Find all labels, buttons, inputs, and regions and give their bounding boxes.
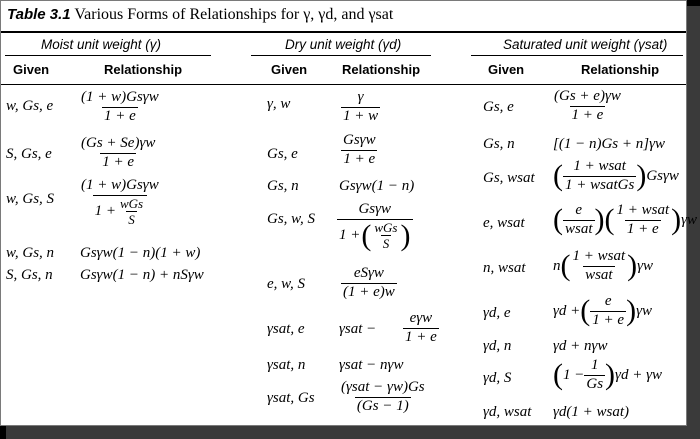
moist-relationship-2: $\frac{(Gs + Se)\gamma w}{1 + e}$ bbox=[81, 135, 156, 170]
sat-relationship-2: [(1 − n)Gs + n]γw bbox=[553, 136, 665, 152]
table-caption bbox=[7, 7, 393, 23]
dry-relationship-4: Gsγw 1 + ( $\frac{\text{wGs}}{S}$ ) bbox=[339, 201, 411, 252]
table-number: Table 3.1 bbox=[7, 6, 71, 23]
section-saturated: Saturated unit weight (γsat) bbox=[503, 37, 668, 52]
sat-given-header: Given bbox=[488, 62, 525, 77]
sat-relationship-8: ( 1 − $\frac{1}{Gs}$ ) γd + γw bbox=[553, 357, 662, 392]
dry-relationship-2: Gsγw 1 + e bbox=[343, 132, 376, 167]
section-dry: Dry unit weight (γd) bbox=[285, 37, 402, 52]
dry-relationship-7: γsat − nγw bbox=[339, 357, 404, 373]
sat-relationship-7: γd + nγw bbox=[553, 338, 608, 354]
dry-relationship-6: eγw 1 + e bbox=[405, 310, 437, 345]
dry-given-2: Gs, e bbox=[267, 146, 298, 162]
dry-given-1: γ, w bbox=[267, 96, 291, 112]
moist-relationship-1: (1 + w)Gsγw 1 + e bbox=[81, 89, 159, 124]
dry-given-7: γsat, n bbox=[267, 357, 306, 373]
moist-relationship-4: Gsγw(1 − n)(1 + w) bbox=[80, 245, 201, 261]
sat-relationship-header: Relationship bbox=[581, 62, 660, 77]
moist-given-1: w, Gs, e bbox=[6, 98, 54, 114]
sat-given-3: Gs, wsat bbox=[483, 170, 535, 186]
sat-relationship-4: ( $\frac{e}{\text{wsat}}$ )( $\frac{\text{1 + wsat}}{1 + e}$ ) γw bbox=[553, 202, 698, 237]
rule-saturated bbox=[471, 55, 683, 56]
rule-moist bbox=[5, 55, 211, 56]
moist-given-header: Given bbox=[13, 62, 50, 77]
sat-relationship-9: γd(1 + wsat) bbox=[553, 404, 630, 420]
dry-given-header: Given bbox=[271, 62, 308, 77]
section-moist: Moist unit weight (γ) bbox=[41, 37, 162, 52]
sat-relationship-6: γd + ( $\frac{e}{1 + e}$ ) γw bbox=[553, 293, 652, 328]
sat-given-2: Gs, n bbox=[483, 136, 515, 152]
dry-given-5: e, w, S bbox=[267, 276, 306, 292]
dry-relationship-8: (γsat − γw)Gs (Gs − 1) bbox=[341, 379, 425, 414]
rule-top bbox=[1, 31, 686, 33]
sat-given-4: e, wsat bbox=[483, 215, 525, 231]
dry-given-4: Gs, w, S bbox=[267, 211, 316, 227]
sat-given-8: γd, S bbox=[483, 370, 512, 386]
sat-relationship-1: $\frac{(Gs + e)\gamma w}{1 + e}$ bbox=[554, 88, 621, 123]
rule-header bbox=[1, 84, 686, 85]
dry-relationship-3: Gsγw(1 − n) bbox=[339, 178, 415, 194]
dry-relationship-6-prefix: γsat − bbox=[339, 321, 377, 337]
sat-given-6: γd, e bbox=[483, 305, 511, 321]
sat-given-9: γd, wsat bbox=[483, 404, 532, 420]
dry-given-6: γsat, e bbox=[267, 321, 305, 337]
moist-relationship-3: (1 + w)Gsγw 1 + $\frac{\text{wGs}}{S}$ bbox=[81, 177, 159, 228]
moist-given-2: S, Gs, e bbox=[6, 146, 52, 162]
moist-relationship-5: Gsγw(1 − n) + nSγw bbox=[80, 267, 204, 283]
sat-given-5: n, wsat bbox=[483, 260, 526, 276]
dry-relationship-1: $\frac{\gamma}{1 + w}$ bbox=[343, 89, 379, 124]
dry-relationship-5: eSγw (1 + e)w bbox=[343, 265, 395, 300]
dry-relationship-header: Relationship bbox=[342, 62, 421, 77]
moist-given-5: S, Gs, n bbox=[6, 267, 53, 283]
sat-relationship-5: n ( $\frac{\text{1 + wsat}}{\text{wsat}}$ ) γw bbox=[553, 248, 654, 283]
rule-dry bbox=[251, 55, 431, 56]
sat-relationship-3: ( $\frac{\text{1 + wsat}}{\text{1 + wsatGs}}$ ) Gsγw bbox=[553, 158, 679, 193]
moist-relationship-header: Relationship bbox=[104, 62, 183, 77]
table-title: Various Forms of Relationships for γ, γd, and γsat bbox=[74, 6, 394, 23]
dry-given-3: Gs, n bbox=[267, 178, 299, 194]
dry-given-8: γsat, Gs bbox=[267, 390, 315, 406]
sat-given-1: Gs, e bbox=[483, 99, 514, 115]
moist-given-4: w, Gs, n bbox=[6, 245, 55, 261]
moist-given-3: w, Gs, S bbox=[6, 191, 55, 207]
sat-given-7: γd, n bbox=[483, 338, 512, 354]
